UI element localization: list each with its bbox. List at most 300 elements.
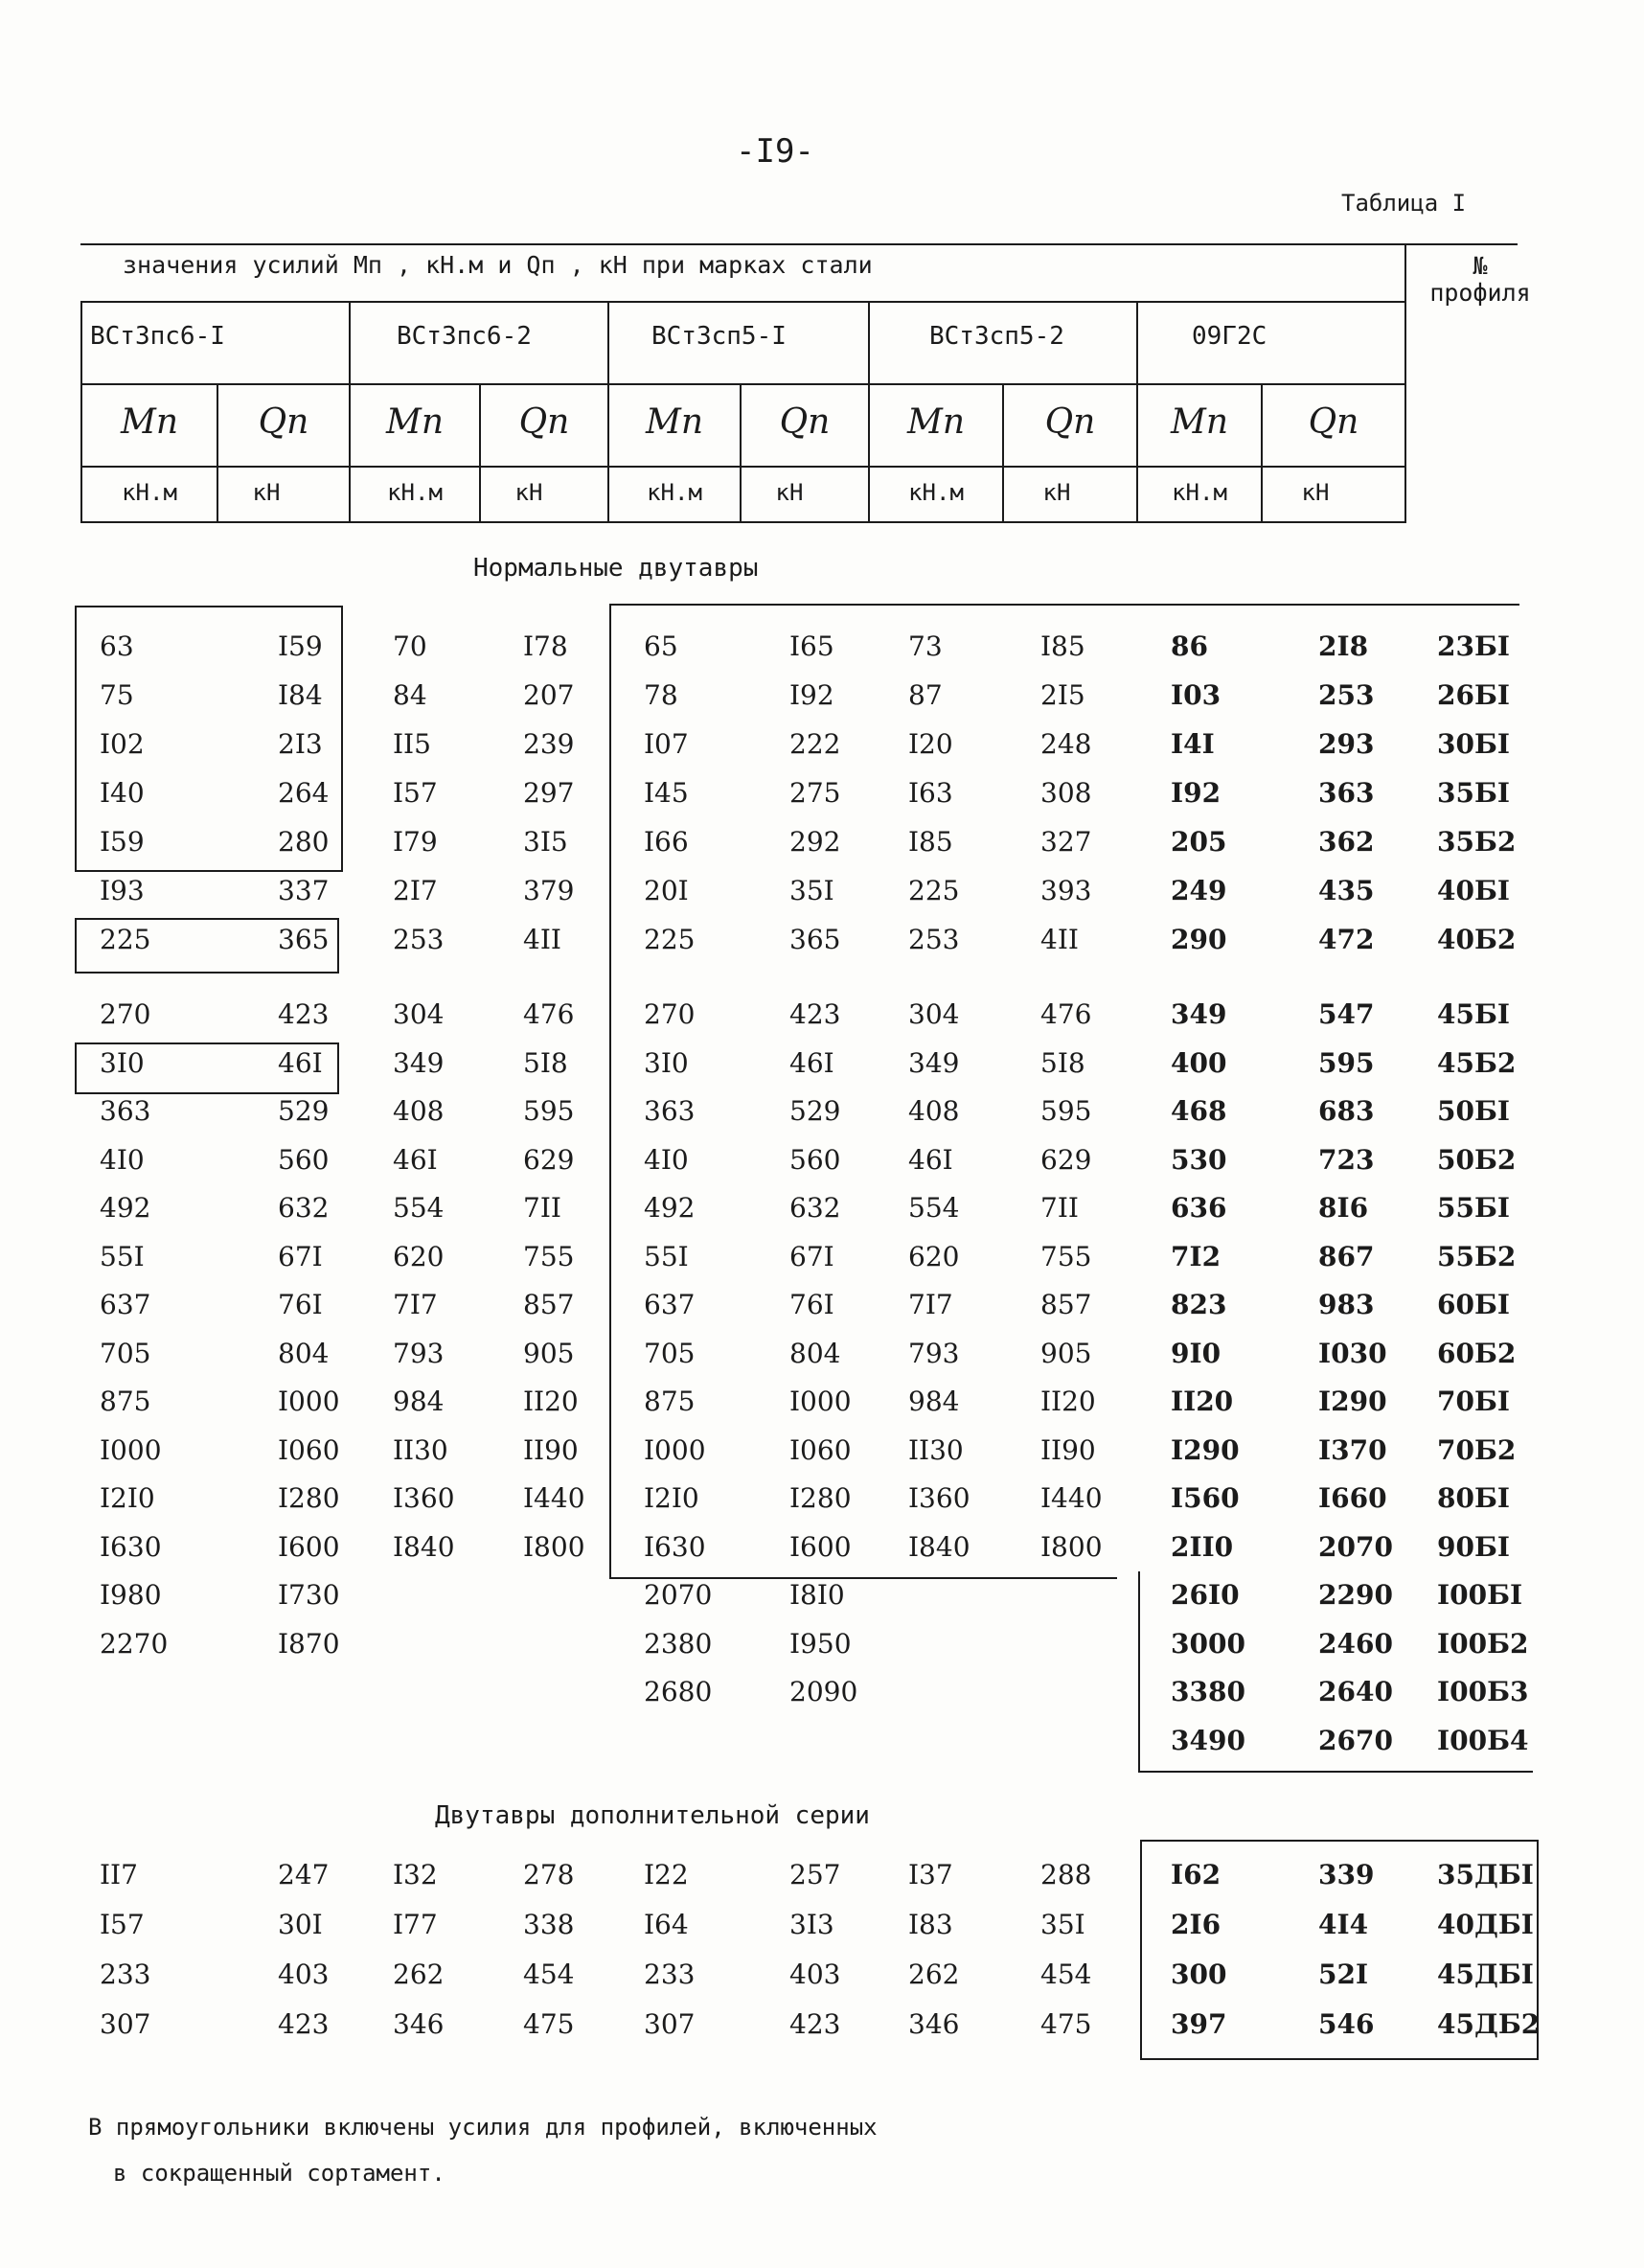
value-cell: 595 bbox=[1318, 1046, 1375, 1079]
value-cell: 905 bbox=[1040, 1337, 1092, 1369]
value-cell: 365 bbox=[278, 924, 330, 955]
value-cell: I66 bbox=[644, 826, 689, 858]
value-cell: 867 bbox=[1318, 1240, 1375, 1272]
profile-number-cell: 60Б2 bbox=[1437, 1337, 1517, 1369]
section1-title: Нормальные двутавры bbox=[473, 554, 759, 583]
value-cell: 35I bbox=[789, 875, 834, 906]
value-cell: I370 bbox=[1318, 1433, 1387, 1466]
value-cell: 529 bbox=[278, 1095, 330, 1127]
value-cell: 4I0 bbox=[644, 1143, 689, 1176]
value-cell: 35I bbox=[1040, 1909, 1085, 1940]
value-cell: 2I8 bbox=[1318, 630, 1369, 662]
grade-label: 09Г2С bbox=[1192, 322, 1267, 351]
profile-number-cell: 45ДБ2 bbox=[1437, 2008, 1541, 2040]
value-cell: 275 bbox=[789, 777, 841, 809]
value-cell: 253 bbox=[393, 924, 445, 955]
profile-number-cell: I00Б2 bbox=[1437, 1627, 1529, 1660]
value-cell: 397 bbox=[1171, 2008, 1227, 2040]
value-cell: 379 bbox=[523, 875, 575, 906]
value-cell: 280 bbox=[278, 826, 330, 858]
value-cell: II5 bbox=[393, 728, 431, 760]
value-cell: 46I bbox=[393, 1143, 438, 1176]
symbol-label: Мп bbox=[120, 402, 179, 442]
value-cell: 2290 bbox=[1318, 1579, 1393, 1611]
value-cell: 278 bbox=[523, 1859, 575, 1890]
value-cell: I600 bbox=[278, 1530, 340, 1563]
value-cell: 73 bbox=[908, 630, 943, 662]
value-cell: II20 bbox=[523, 1386, 579, 1417]
value-cell: 46I bbox=[908, 1143, 953, 1176]
value-cell: I440 bbox=[523, 1482, 585, 1514]
value-cell: 339 bbox=[1318, 1859, 1375, 1890]
profile-number-cell: 35БI bbox=[1437, 777, 1510, 809]
value-cell: 403 bbox=[278, 1959, 330, 1990]
value-cell: I65 bbox=[789, 630, 834, 662]
value-cell: 546 bbox=[1318, 2008, 1375, 2040]
value-cell: 705 bbox=[644, 1337, 696, 1369]
value-cell: I360 bbox=[393, 1482, 455, 1514]
value-cell: 87 bbox=[908, 679, 943, 711]
value-cell: I660 bbox=[1318, 1482, 1387, 1514]
value-cell: 423 bbox=[278, 998, 330, 1030]
value-cell: 683 bbox=[1318, 1095, 1375, 1127]
header-profile-label-line1: № bbox=[1473, 252, 1488, 280]
profile-number-cell: I00Б3 bbox=[1437, 1676, 1529, 1707]
value-cell: I060 bbox=[278, 1433, 340, 1466]
unit-label: кН bbox=[252, 479, 281, 506]
value-cell: 3I0 bbox=[100, 1046, 145, 1079]
profile-number-cell: 90БI bbox=[1437, 1530, 1510, 1563]
profile-number-cell: 40ДБI bbox=[1437, 1909, 1534, 1940]
value-cell: 26I0 bbox=[1171, 1579, 1240, 1611]
value-cell: 84 bbox=[393, 679, 427, 711]
header-title: значения усилий Мп , кН.м и Qп , кН при марках стали bbox=[123, 251, 873, 279]
header-symbol-top-rule bbox=[80, 383, 1406, 385]
value-cell: 875 bbox=[644, 1386, 696, 1417]
value-cell: 705 bbox=[100, 1337, 151, 1369]
profile-number-cell: 45ДБI bbox=[1437, 1959, 1534, 1990]
value-cell: 595 bbox=[523, 1095, 575, 1127]
value-cell: 365 bbox=[789, 924, 841, 955]
value-cell: 5I8 bbox=[1040, 1046, 1085, 1079]
value-cell: 823 bbox=[1171, 1289, 1227, 1320]
value-cell: I2I0 bbox=[644, 1482, 699, 1514]
value-cell: 308 bbox=[1040, 777, 1092, 809]
value-cell: 293 bbox=[1318, 728, 1375, 760]
value-cell: I77 bbox=[393, 1909, 438, 1940]
value-cell: 4II bbox=[1040, 924, 1079, 955]
value-cell: I600 bbox=[789, 1530, 852, 1563]
value-cell: 875 bbox=[100, 1386, 151, 1417]
value-cell: 492 bbox=[100, 1192, 151, 1224]
value-cell: 20I bbox=[644, 875, 689, 906]
value-cell: I20 bbox=[908, 728, 953, 760]
value-cell: 755 bbox=[1040, 1240, 1092, 1272]
symbol-label: Qп bbox=[1044, 402, 1096, 442]
value-cell: 327 bbox=[1040, 826, 1092, 858]
value-cell: I840 bbox=[393, 1530, 455, 1563]
value-cell: 290 bbox=[1171, 924, 1227, 955]
value-cell: 2I3 bbox=[278, 728, 323, 760]
value-cell: 2070 bbox=[1318, 1530, 1393, 1563]
value-cell: 288 bbox=[1040, 1859, 1092, 1890]
value-cell: I57 bbox=[393, 777, 438, 809]
value-cell: 338 bbox=[523, 1909, 575, 1940]
value-cell: 804 bbox=[789, 1337, 841, 1369]
value-cell: 857 bbox=[1040, 1289, 1092, 1320]
value-cell: 423 bbox=[789, 998, 841, 1030]
profile-number-cell: I00БI bbox=[1437, 1579, 1523, 1611]
value-cell: 2270 bbox=[100, 1627, 169, 1660]
value-cell: I870 bbox=[278, 1627, 340, 1660]
value-cell: 983 bbox=[1318, 1289, 1375, 1320]
value-cell: 560 bbox=[789, 1143, 841, 1176]
value-cell: I060 bbox=[789, 1433, 852, 1466]
value-cell: 3000 bbox=[1171, 1627, 1245, 1660]
value-cell: 70 bbox=[393, 630, 427, 662]
value-cell: I980 bbox=[100, 1579, 162, 1611]
value-cell: 257 bbox=[789, 1859, 841, 1890]
value-cell: I57 bbox=[100, 1909, 145, 1940]
header-unit-top-rule bbox=[80, 466, 1406, 468]
value-cell: 475 bbox=[523, 2008, 575, 2040]
value-cell: 349 bbox=[1171, 998, 1227, 1030]
value-cell: 595 bbox=[1040, 1095, 1092, 1127]
value-cell: 30I bbox=[278, 1909, 323, 1940]
value-cell: I37 bbox=[908, 1859, 953, 1890]
value-cell: 637 bbox=[100, 1289, 151, 1320]
value-cell: 307 bbox=[100, 2008, 151, 2040]
value-cell: I22 bbox=[644, 1859, 689, 1890]
value-cell: 637 bbox=[644, 1289, 696, 1320]
value-cell: 9I0 bbox=[1171, 1337, 1222, 1369]
value-cell: 755 bbox=[523, 1240, 575, 1272]
value-cell: 629 bbox=[523, 1143, 575, 1176]
value-cell: 346 bbox=[393, 2008, 445, 2040]
value-cell: 2670 bbox=[1318, 1724, 1393, 1756]
value-cell: I02 bbox=[100, 728, 145, 760]
value-cell: I000 bbox=[789, 1386, 852, 1417]
profile-number-cell: 55БI bbox=[1437, 1192, 1510, 1224]
profile-number-cell: 40Б2 bbox=[1437, 924, 1517, 955]
value-cell: 300 bbox=[1171, 1959, 1227, 1990]
value-cell: 620 bbox=[393, 1240, 445, 1272]
value-cell: I84 bbox=[278, 679, 323, 711]
value-cell: 7I7 bbox=[393, 1289, 438, 1320]
value-cell: 984 bbox=[908, 1386, 960, 1417]
value-cell: I950 bbox=[789, 1627, 852, 1660]
table-label: Таблица I bbox=[1341, 190, 1467, 217]
unit-label: кН bbox=[775, 479, 804, 506]
value-cell: 307 bbox=[644, 2008, 696, 2040]
value-cell: I800 bbox=[523, 1530, 585, 1563]
value-cell: 292 bbox=[789, 826, 841, 858]
value-cell: I63 bbox=[908, 777, 953, 809]
grade-label: ВСт3пс6-2 bbox=[397, 322, 532, 351]
value-cell: 472 bbox=[1318, 924, 1375, 955]
value-cell: 793 bbox=[908, 1337, 960, 1369]
value-cell: 363 bbox=[100, 1095, 151, 1127]
value-cell: 337 bbox=[278, 875, 330, 906]
value-cell: I85 bbox=[1040, 630, 1085, 662]
unit-label: кН.м bbox=[1172, 479, 1227, 506]
page-number: -I9- bbox=[736, 132, 814, 171]
value-cell: 468 bbox=[1171, 1095, 1227, 1127]
value-cell: I92 bbox=[1171, 777, 1222, 809]
value-cell: 270 bbox=[100, 998, 151, 1030]
value-cell: 560 bbox=[278, 1143, 330, 1176]
value-cell: 804 bbox=[278, 1337, 330, 1369]
value-cell: 530 bbox=[1171, 1143, 1227, 1176]
value-cell: 55I bbox=[100, 1240, 145, 1272]
value-cell: 2090 bbox=[789, 1676, 858, 1707]
profile-number-cell: I00Б4 bbox=[1437, 1724, 1529, 1756]
value-cell: 2I5 bbox=[1040, 679, 1085, 711]
value-cell: I03 bbox=[1171, 679, 1222, 711]
value-cell: 632 bbox=[278, 1192, 330, 1224]
value-cell: II20 bbox=[1040, 1386, 1096, 1417]
grade-label: ВСт3сп5-I bbox=[651, 322, 787, 351]
value-cell: 4I4 bbox=[1318, 1909, 1369, 1940]
value-cell: I92 bbox=[789, 679, 834, 711]
value-cell: 2I7 bbox=[393, 875, 438, 906]
symbol-label: Мп bbox=[645, 402, 704, 442]
value-cell: 262 bbox=[393, 1959, 445, 1990]
grade-label: ВСт3сп5-2 bbox=[929, 322, 1064, 351]
value-cell: 403 bbox=[789, 1959, 841, 1990]
value-cell: 454 bbox=[523, 1959, 575, 1990]
value-cell: 349 bbox=[908, 1046, 960, 1079]
value-cell: I2I0 bbox=[100, 1482, 155, 1514]
value-cell: 262 bbox=[908, 1959, 960, 1990]
value-cell: I78 bbox=[523, 630, 568, 662]
value-cell: 554 bbox=[908, 1192, 960, 1224]
value-cell: 7II bbox=[523, 1192, 561, 1224]
symbol-label: Мп bbox=[906, 402, 966, 442]
value-cell: 222 bbox=[789, 728, 841, 760]
value-cell: I59 bbox=[278, 630, 323, 662]
value-cell: 408 bbox=[393, 1095, 445, 1127]
value-cell: 76I bbox=[789, 1289, 834, 1320]
value-cell: 233 bbox=[644, 1959, 696, 1990]
header-top-rule bbox=[80, 243, 1518, 245]
value-cell: 554 bbox=[393, 1192, 445, 1224]
value-cell: 239 bbox=[523, 728, 575, 760]
value-cell: 857 bbox=[523, 1289, 575, 1320]
section2-title: Двутавры дополнительной серии bbox=[435, 1801, 870, 1830]
value-cell: 46I bbox=[278, 1046, 323, 1079]
value-cell: 247 bbox=[278, 1859, 330, 1890]
value-cell: I840 bbox=[908, 1530, 970, 1563]
unit-label: кН.м bbox=[122, 479, 177, 506]
profile-number-cell: 60БI bbox=[1437, 1289, 1510, 1320]
value-cell: 207 bbox=[523, 679, 575, 711]
value-cell: 2I6 bbox=[1171, 1909, 1222, 1940]
unit-label: кН.м bbox=[908, 479, 964, 506]
value-cell: I79 bbox=[393, 826, 438, 858]
value-cell: 67I bbox=[278, 1240, 323, 1272]
value-cell: 7II bbox=[1040, 1192, 1079, 1224]
section1-grid-top-rule bbox=[609, 604, 1519, 606]
symbol-label: Qп bbox=[258, 402, 309, 442]
value-cell: 2680 bbox=[644, 1676, 713, 1707]
section1-grid-left-rule bbox=[609, 604, 611, 1579]
value-cell: I8I0 bbox=[789, 1579, 845, 1611]
value-cell: 475 bbox=[1040, 2008, 1092, 2040]
value-cell: 636 bbox=[1171, 1192, 1227, 1224]
footnote-line2: в сокращенный сортамент. bbox=[113, 2160, 445, 2187]
value-cell: 304 bbox=[393, 998, 445, 1030]
value-cell: 270 bbox=[644, 998, 696, 1030]
value-cell: 225 bbox=[644, 924, 696, 955]
value-cell: II30 bbox=[908, 1433, 964, 1466]
value-cell: 78 bbox=[644, 679, 678, 711]
value-cell: 632 bbox=[789, 1192, 841, 1224]
value-cell: 304 bbox=[908, 998, 960, 1030]
value-cell: II7 bbox=[100, 1859, 138, 1890]
profile-number-cell: 45БI bbox=[1437, 998, 1510, 1030]
value-cell: 423 bbox=[789, 2008, 841, 2040]
profile-number-cell: 70БI bbox=[1437, 1386, 1510, 1417]
value-cell: 205 bbox=[1171, 826, 1227, 858]
value-cell: 2640 bbox=[1318, 1676, 1393, 1707]
value-cell: I030 bbox=[1318, 1337, 1387, 1369]
value-cell: 63 bbox=[100, 630, 134, 662]
value-cell: I290 bbox=[1318, 1386, 1387, 1417]
value-cell: 454 bbox=[1040, 1959, 1092, 1990]
symbol-label: Qп bbox=[1308, 402, 1359, 442]
value-cell: I85 bbox=[908, 826, 953, 858]
value-cell: 46I bbox=[789, 1046, 834, 1079]
value-cell: 2070 bbox=[644, 1579, 713, 1611]
value-cell: II30 bbox=[393, 1433, 448, 1466]
unit-label: кН.м bbox=[387, 479, 443, 506]
value-cell: 75 bbox=[100, 679, 134, 711]
value-cell: 2II0 bbox=[1171, 1530, 1234, 1563]
value-cell: I93 bbox=[100, 875, 145, 906]
value-cell: 4II bbox=[523, 924, 561, 955]
header-profile-label-line2: профиля bbox=[1429, 279, 1531, 307]
unit-label: кН.м bbox=[647, 479, 702, 506]
value-cell: 363 bbox=[644, 1095, 696, 1127]
value-cell: 3I5 bbox=[523, 826, 568, 858]
value-cell: 248 bbox=[1040, 728, 1092, 760]
profile-number-cell: 80БI bbox=[1437, 1482, 1510, 1514]
value-cell: II90 bbox=[523, 1433, 579, 1466]
value-cell: 253 bbox=[1318, 679, 1375, 711]
header-profile-label bbox=[1418, 253, 1542, 307]
profile-number-cell: 30БI bbox=[1437, 728, 1510, 760]
value-cell: I630 bbox=[100, 1530, 162, 1563]
profile-number-cell: 70Б2 bbox=[1437, 1433, 1517, 1466]
symbol-label: Qп bbox=[779, 402, 831, 442]
value-cell: 362 bbox=[1318, 826, 1375, 858]
value-cell: 7I2 bbox=[1171, 1240, 1222, 1272]
value-cell: 905 bbox=[523, 1337, 575, 1369]
value-cell: I62 bbox=[1171, 1859, 1222, 1890]
value-cell: I64 bbox=[644, 1909, 689, 1940]
unit-label: кН bbox=[514, 479, 543, 506]
value-cell: 67I bbox=[789, 1240, 834, 1272]
value-cell: 349 bbox=[393, 1046, 445, 1079]
value-cell: I440 bbox=[1040, 1482, 1103, 1514]
value-cell: 3490 bbox=[1171, 1724, 1245, 1756]
value-cell: I730 bbox=[278, 1579, 340, 1611]
value-cell: 492 bbox=[644, 1192, 696, 1224]
value-cell: 529 bbox=[789, 1095, 841, 1127]
value-cell: 55I bbox=[644, 1240, 689, 1272]
value-cell: II90 bbox=[1040, 1433, 1096, 1466]
value-cell: 2380 bbox=[644, 1627, 713, 1660]
value-cell: 346 bbox=[908, 2008, 960, 2040]
value-cell: 423 bbox=[278, 2008, 330, 2040]
value-cell: I280 bbox=[789, 1482, 852, 1514]
value-cell: 233 bbox=[100, 1959, 151, 1990]
profile-number-cell: 55Б2 bbox=[1437, 1240, 1517, 1272]
profile-number-cell: 23БI bbox=[1437, 630, 1510, 662]
value-cell: 65 bbox=[644, 630, 678, 662]
value-cell: 400 bbox=[1171, 1046, 1227, 1079]
symbol-label: Мп bbox=[385, 402, 445, 442]
profile-number-cell: 40БI bbox=[1437, 875, 1510, 906]
value-cell: I000 bbox=[278, 1386, 340, 1417]
value-cell: I360 bbox=[908, 1482, 970, 1514]
value-cell: I630 bbox=[644, 1530, 706, 1563]
value-cell: 5I8 bbox=[523, 1046, 568, 1079]
value-cell: I40 bbox=[100, 777, 145, 809]
value-cell: I4I bbox=[1171, 728, 1215, 760]
header-bottom-rule bbox=[80, 521, 1406, 523]
value-cell: 435 bbox=[1318, 875, 1375, 906]
value-cell: 547 bbox=[1318, 998, 1375, 1030]
value-cell: I45 bbox=[644, 777, 689, 809]
value-cell: 225 bbox=[100, 924, 151, 955]
value-cell: 408 bbox=[908, 1095, 960, 1127]
value-cell: 363 bbox=[1318, 777, 1375, 809]
value-cell: 225 bbox=[908, 875, 960, 906]
value-cell: 476 bbox=[1040, 998, 1092, 1030]
value-cell: 4I0 bbox=[100, 1143, 145, 1176]
value-cell: 297 bbox=[523, 777, 575, 809]
value-cell: I800 bbox=[1040, 1530, 1103, 1563]
value-cell: 76I bbox=[278, 1289, 323, 1320]
symbol-label: Qп bbox=[518, 402, 570, 442]
value-cell: 249 bbox=[1171, 875, 1227, 906]
profile-number-cell: 50Б2 bbox=[1437, 1143, 1517, 1176]
profile-number-cell: 26БI bbox=[1437, 679, 1510, 711]
value-cell: I290 bbox=[1171, 1433, 1240, 1466]
value-cell: 476 bbox=[523, 998, 575, 1030]
value-cell: 723 bbox=[1318, 1143, 1375, 1176]
value-cell: 3I3 bbox=[789, 1909, 834, 1940]
value-cell: 264 bbox=[278, 777, 330, 809]
value-cell: 793 bbox=[393, 1337, 445, 1369]
value-cell: I32 bbox=[393, 1859, 438, 1890]
profile-number-cell: 50БI bbox=[1437, 1095, 1510, 1127]
value-cell: I83 bbox=[908, 1909, 953, 1940]
value-cell: 3380 bbox=[1171, 1676, 1245, 1707]
value-cell: I560 bbox=[1171, 1482, 1240, 1514]
profile-number-cell: 45Б2 bbox=[1437, 1046, 1517, 1079]
unit-label: кН bbox=[1301, 479, 1330, 506]
value-cell: I000 bbox=[644, 1433, 706, 1466]
value-cell: I000 bbox=[100, 1433, 162, 1466]
value-cell: 620 bbox=[908, 1240, 960, 1272]
value-cell: 7I7 bbox=[908, 1289, 953, 1320]
value-cell: 8I6 bbox=[1318, 1192, 1369, 1224]
value-cell: I280 bbox=[278, 1482, 340, 1514]
value-cell: 984 bbox=[393, 1386, 445, 1417]
